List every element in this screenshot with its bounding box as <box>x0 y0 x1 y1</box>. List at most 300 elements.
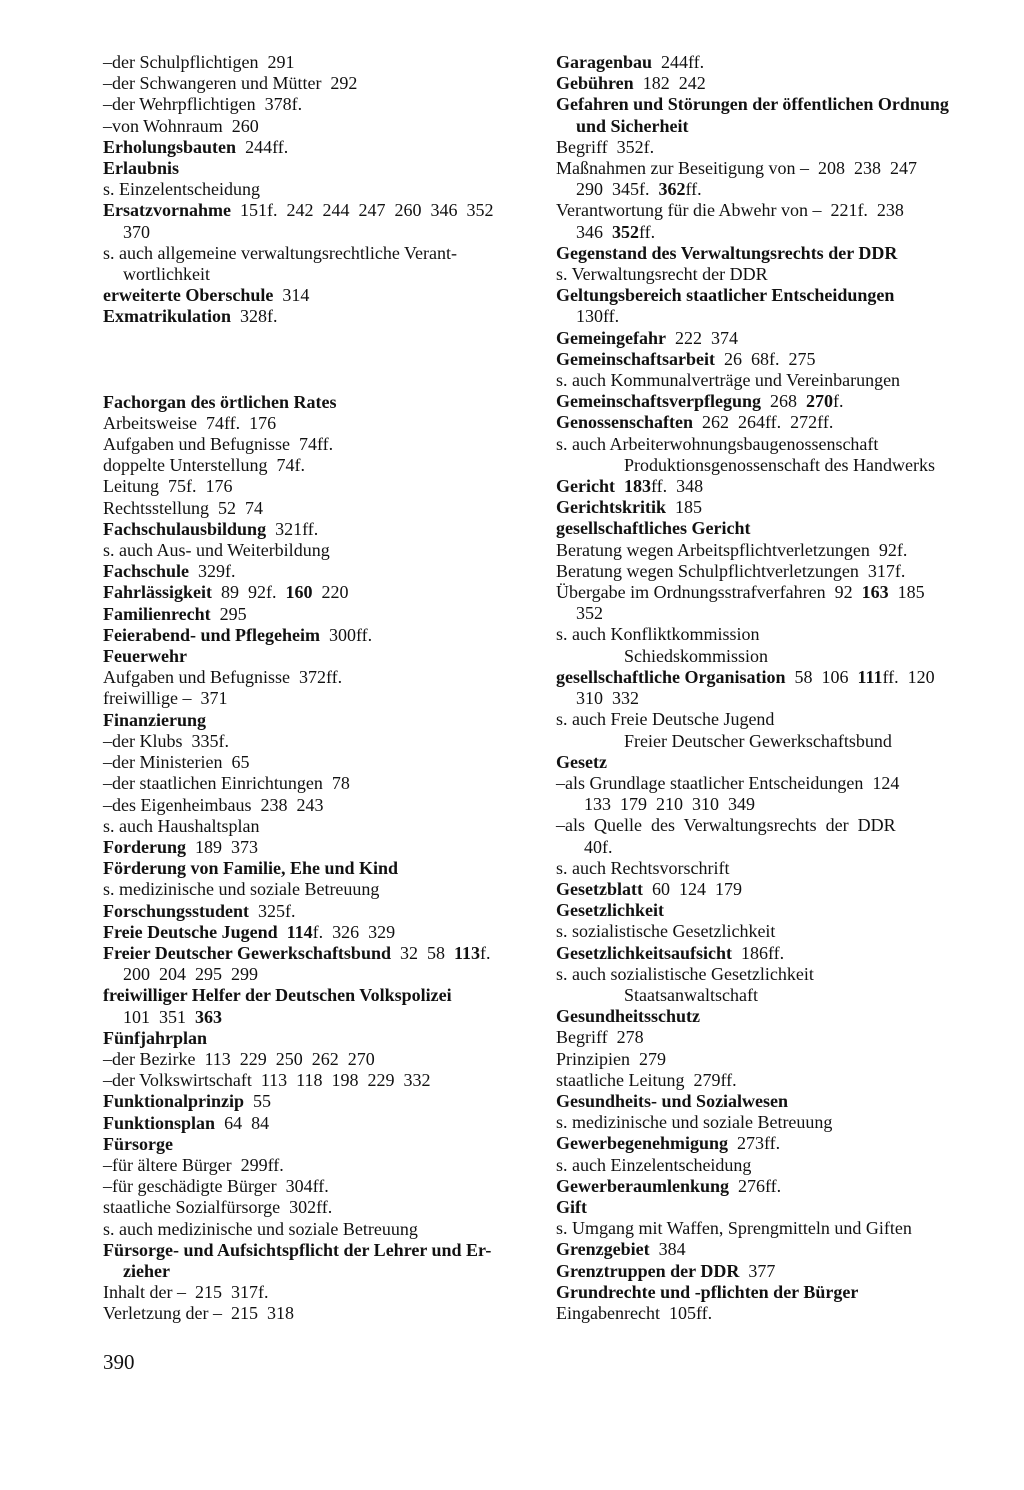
page-refs: 244ff. <box>652 52 705 72</box>
entry-text: Prinzipien 279 <box>556 1048 666 1069</box>
index-subentry-dash <box>103 731 533 752</box>
main-page-ref: 160 <box>285 582 313 603</box>
page-refs: f. <box>832 391 844 412</box>
index-term: Ersatzvornahme <box>103 200 231 221</box>
page-refs: ff. <box>685 179 702 200</box>
index-term: erweiterte Oberschule <box>103 285 274 306</box>
index-term: Erholungsbauten <box>103 136 237 157</box>
index-entry <box>103 1028 533 1049</box>
index-entry <box>103 137 533 158</box>
entry-text: 370 <box>123 221 150 242</box>
page-refs <box>615 476 624 496</box>
main-page-ref: 183 <box>623 476 651 497</box>
index-entry <box>103 306 533 327</box>
index-entry <box>556 943 984 964</box>
index-subentry <box>556 1027 984 1048</box>
index-term: Gemeingefahr <box>556 327 666 348</box>
index-entry <box>556 900 984 921</box>
index-subentry <box>556 137 984 158</box>
index-term: Garagenbau <box>556 52 653 72</box>
entry-text: der Bezirke 113 229 250 262 270 <box>112 1048 375 1069</box>
index-subentry <box>556 200 984 221</box>
entry-text: 40f. <box>584 836 613 857</box>
entry-text: s. Verwaltungsrecht der DDR <box>556 264 768 285</box>
index-subentry <box>103 434 533 455</box>
index-entry <box>556 879 984 900</box>
index-term: Familienrecht <box>103 603 211 624</box>
entry-text: Beratung wegen Arbeitspflichtverletzungen 92f. <box>556 539 908 560</box>
index-term: Gesetz <box>556 751 607 772</box>
index-subentry <box>556 1070 984 1091</box>
index-entry <box>103 837 533 858</box>
page-refs: 244ff. <box>236 136 289 157</box>
index-subentry <box>556 158 984 179</box>
entry-text: 352 <box>576 603 603 624</box>
index-term: Funktionsplan <box>103 1112 216 1133</box>
index-entry <box>556 285 984 306</box>
entry-text: als Quelle des Verwaltungsrechts der DDR <box>565 815 896 836</box>
index-term: Gemeinschaftsverpflegung <box>556 391 761 412</box>
entry-text: von Wohnraum 260 <box>112 115 259 136</box>
index-subentry <box>556 709 984 730</box>
index-subentry-dash <box>103 1070 533 1091</box>
index-subentry-dash <box>103 1155 533 1176</box>
page-refs: 262 264ff. 272ff. <box>693 412 834 433</box>
index-entry <box>103 561 533 582</box>
index-entry <box>556 1261 984 1282</box>
entry-text: s. auch Einzelentscheidung <box>556 1154 752 1175</box>
index-term: Fünfjahrplan <box>103 1027 208 1048</box>
index-term: Feierabend- und Pflegeheim <box>103 624 320 645</box>
page-refs: 26 68f. 275 <box>714 348 816 369</box>
dash-marker: – <box>103 752 112 773</box>
entry-text: 130ff. <box>576 306 620 327</box>
index-term: Funktionalprinzip <box>103 1091 245 1112</box>
index-subentry-dash <box>103 73 533 94</box>
index-subentry <box>556 222 984 243</box>
index-entry <box>556 497 984 518</box>
main-page-ref: 352 <box>612 221 639 242</box>
index-term: Gift <box>556 1196 587 1217</box>
entry-text: Übergabe im Ordnungsstrafverfahren 92 <box>556 582 862 603</box>
index-term: Gesetzlichkeit <box>556 900 664 921</box>
index-column-left <box>103 52 533 1325</box>
index-term: Fachschulausbildung <box>103 518 267 539</box>
index-subentry <box>103 476 533 497</box>
index-entry <box>103 985 533 1006</box>
index-entry <box>556 1197 984 1218</box>
index-term: Gewerberaumlenkung <box>556 1175 729 1196</box>
page-refs: 220 <box>312 582 349 603</box>
entry-text: Aufgaben und Befugnisse 372ff. <box>103 667 343 688</box>
entry-text: Eingabenrecht 105ff. <box>556 1302 713 1323</box>
index-entry <box>103 943 533 964</box>
index-term: Gemeinschaftsarbeit <box>556 348 715 369</box>
index-term: Feuerwehr <box>103 646 187 667</box>
dash-marker: – <box>103 794 112 815</box>
page-refs: 185 <box>666 497 702 518</box>
index-term: Fachorgan des örtlichen Rates <box>103 391 337 412</box>
index-subentry-dash <box>103 773 533 794</box>
entry-text: 346 <box>576 221 612 242</box>
page-refs: ff. 348 <box>650 476 704 497</box>
entry-text: für geschädigte Bürger 304ff. <box>112 1176 329 1197</box>
index-subentry <box>103 179 533 200</box>
page-refs: 268 <box>760 391 806 412</box>
index-entry <box>103 1091 533 1112</box>
page-refs: 151f. 242 244 247 260 346 352 <box>230 200 494 221</box>
index-term: Forderung <box>103 836 186 857</box>
index-subentry <box>556 370 984 391</box>
index-subentry <box>556 455 984 476</box>
entry-text: s. auch allgemeine verwaltungsrechtliche Verant- <box>103 242 458 263</box>
index-subentry <box>103 1219 533 1240</box>
index-entry <box>103 646 533 667</box>
dash-marker: – <box>103 94 112 115</box>
dash-marker: – <box>103 1048 112 1069</box>
index-term: Erlaubnis <box>103 158 180 179</box>
main-page-ref: 362 <box>658 179 686 200</box>
page-refs: 222 374 <box>665 327 738 348</box>
index-term: Gesetzblatt <box>556 878 643 899</box>
page-refs: 328f. <box>231 306 278 327</box>
index-term: Gericht <box>556 476 615 497</box>
page-refs: 182 242 <box>633 73 706 94</box>
dash-marker: – <box>103 1070 112 1091</box>
entry-text: der Klubs 335f. <box>112 730 229 751</box>
index-entry <box>556 1133 984 1154</box>
entry-text: Maßnahmen zur Beseitigung von – 208 238 247 <box>556 158 917 179</box>
index-entry <box>556 518 984 539</box>
page-refs: 273ff. <box>727 1133 781 1154</box>
index-column-right <box>556 52 984 1324</box>
page-refs: 325f. <box>249 900 296 921</box>
main-page-ref: 270 <box>805 391 833 412</box>
index-subentry <box>103 498 533 519</box>
index-entry <box>103 710 533 731</box>
index-subentry <box>556 1303 984 1324</box>
page-refs: ff. 120 <box>882 666 935 687</box>
entry-text: s. auch Arbeiterwohnungsbaugenossenschaft <box>556 433 879 454</box>
index-entry <box>103 1113 533 1134</box>
entry-text: s. sozialistische Gesetzlichkeit <box>556 921 776 942</box>
entry-text: s. auch Freie Deutsche Jugend <box>556 709 775 730</box>
dash-marker: – <box>103 730 112 751</box>
index-subentry <box>556 964 984 985</box>
main-page-ref: 113 <box>453 942 480 963</box>
index-subentry-dash <box>103 1049 533 1070</box>
index-entry <box>556 1239 984 1260</box>
index-entry <box>556 412 984 433</box>
index-subentry <box>103 264 533 285</box>
page-refs: 64 84 <box>215 1112 270 1133</box>
entry-text: s. auch Rechtsvorschrift <box>556 857 730 878</box>
index-term: zieher <box>123 1260 170 1281</box>
index-subentry-dash <box>103 116 533 137</box>
index-entry <box>103 1261 533 1282</box>
entry-text: des Eigenheimbaus 238 243 <box>112 794 324 815</box>
index-term: Gesundheitsschutz <box>556 1006 701 1027</box>
entry-text: 101 351 <box>123 1006 195 1027</box>
index-subentry <box>556 1218 984 1239</box>
index-entry <box>556 243 984 264</box>
entry-text: Inhalt der – 215 317f. <box>103 1282 269 1303</box>
entry-text: 133 179 210 310 349 <box>584 794 755 815</box>
index-term: Fachschule <box>103 561 190 582</box>
page-refs: ff. <box>639 221 656 242</box>
index-subentry-dash <box>103 1176 533 1197</box>
entry-text: s. auch Konfliktkommission <box>556 624 760 645</box>
entry-text: s. Umgang mit Waffen, Sprengmitteln und Giften <box>556 1218 912 1239</box>
entry-text: freiwillige – 371 <box>103 688 228 709</box>
index-entry <box>103 1240 533 1261</box>
page-refs <box>278 922 287 942</box>
index-subentry <box>103 222 533 243</box>
entry-text: Beratung wegen Schulpflichtverletzungen 317f. <box>556 560 906 581</box>
index-entry <box>103 158 533 179</box>
index-subentry <box>556 264 984 285</box>
index-subentry <box>556 561 984 582</box>
main-page-ref: 111 <box>857 666 883 687</box>
index-subentry <box>556 434 984 455</box>
index-subentry-dash <box>556 815 984 836</box>
index-subentry <box>103 816 533 837</box>
page-refs: 185 <box>888 582 925 603</box>
dash-marker: – <box>556 815 565 836</box>
index-subentry <box>103 243 533 264</box>
page-refs: 89 92f. <box>212 582 286 603</box>
index-term: Gerichtskritik <box>556 497 666 518</box>
index-entry <box>103 625 533 646</box>
index-subentry <box>556 179 984 200</box>
index-term: Freie Deutsche Jugend <box>103 921 278 942</box>
entry-text: s. auch Aus- und Weiterbildung <box>103 540 330 561</box>
page-refs: 189 373 <box>186 836 258 857</box>
index-subentry <box>103 540 533 561</box>
index-entry <box>103 200 533 221</box>
entry-text: Verletzung der – 215 318 <box>103 1303 294 1324</box>
index-subentry <box>556 624 984 645</box>
page-refs: 276ff. <box>729 1175 782 1196</box>
index-subentry <box>103 413 533 434</box>
index-term: Grundrechte und -pflichten der Bürger <box>556 1281 859 1302</box>
entry-text: s. Einzelentscheidung <box>103 179 260 200</box>
page-refs: 32 58 <box>390 942 454 963</box>
dash-marker: – <box>103 52 112 72</box>
index-entry <box>103 1134 533 1155</box>
entry-text: der Volkswirtschaft 113 118 198 229 332 <box>112 1070 431 1091</box>
index-term: Gebühren <box>556 73 634 94</box>
index-entry <box>556 752 984 773</box>
index-entry <box>556 52 984 73</box>
index-subentry <box>103 879 533 900</box>
index-subentry <box>556 837 984 858</box>
index-term: Gefahren und Störungen der öffentlichen Ordnung <box>556 94 949 115</box>
page-refs: 295 <box>210 603 247 624</box>
page-number: 390 <box>103 1350 135 1374</box>
index-entry <box>556 1282 984 1303</box>
index-entry <box>103 901 533 922</box>
index-entry <box>556 94 984 115</box>
index-entry <box>103 922 533 943</box>
index-term: Fürsorge- und Aufsichtspflicht der Lehrer und Er- <box>103 1239 492 1260</box>
index-term: und Sicherheit <box>576 115 689 136</box>
index-term: Genossenschaften <box>556 412 694 433</box>
entry-text: s. auch Haushaltsplan <box>103 815 260 836</box>
entry-text: staatliche Leitung 279ff. <box>556 1069 737 1090</box>
index-subentry <box>103 667 533 688</box>
entry-text: s. medizinische und soziale Betreuung <box>103 879 380 900</box>
entry-text: Verantwortung für die Abwehr von – 221f. 238 <box>556 200 904 221</box>
entry-text: 310 332 <box>576 688 639 709</box>
entry-text: der staatlichen Einrichtungen 78 <box>112 773 350 794</box>
index-term: Finanzierung <box>103 709 207 730</box>
index-subentry <box>103 1007 533 1028</box>
entry-text: für ältere Bürger 299ff. <box>112 1154 284 1175</box>
index-subentry <box>556 1155 984 1176</box>
index-term: Freier Deutscher Gewerkschaftsbund <box>103 942 391 963</box>
index-term: Grenztruppen der DDR <box>556 1260 740 1281</box>
entry-text: als Grundlage staatlicher Entscheidungen 124 <box>565 772 900 793</box>
entry-text: doppelte Unterstellung 74f. <box>103 455 305 476</box>
entry-text: 200 204 295 299 <box>123 964 258 985</box>
index-subentry <box>556 688 984 709</box>
index-entry <box>103 582 533 603</box>
index-term: Fürsorge <box>103 1133 173 1154</box>
index-term: Gesetzlichkeitsaufsicht <box>556 942 732 963</box>
index-term: Geltungsbereich staatlicher Entscheidungen <box>556 285 895 306</box>
main-page-ref: 163 <box>861 582 889 603</box>
index-entry <box>556 1006 984 1027</box>
index-subentry <box>103 688 533 709</box>
index-entry <box>556 349 984 370</box>
index-subentry <box>556 985 984 1006</box>
index-entry <box>556 116 984 137</box>
index-term: Förderung von Familie, Ehe und Kind <box>103 858 399 879</box>
main-page-ref: 114 <box>286 921 313 942</box>
index-subentry <box>103 1303 533 1324</box>
entry-text: Freier Deutscher Gewerkschaftsbund <box>624 730 892 751</box>
dash-marker: – <box>103 773 112 794</box>
index-entry <box>556 73 984 94</box>
index-entry <box>556 328 984 349</box>
index-term: Gesundheits- und Sozialwesen <box>556 1090 789 1111</box>
index-subentry <box>556 921 984 942</box>
entry-text: Produktionsgenossenschaft des Handwerks <box>624 454 935 475</box>
entry-text: der Wehrpflichtigen 378f. <box>112 94 303 115</box>
index-entry <box>103 604 533 625</box>
entry-text: Begriff 352f. <box>556 136 655 157</box>
page-refs: f. 326 329 <box>312 921 396 942</box>
entry-text: s. auch medizinische und soziale Betreuung <box>103 1218 418 1239</box>
index-entry <box>556 1176 984 1197</box>
entry-text: Rechtsstellung 52 74 <box>103 497 263 518</box>
page-refs: 321ff. <box>266 518 319 539</box>
index-term: freiwilliger Helfer der Deutschen Volkspolizei <box>103 985 452 1006</box>
index-entry <box>556 391 984 412</box>
index-entry <box>103 519 533 540</box>
index-subentry <box>556 1112 984 1133</box>
index-subentry <box>556 1049 984 1070</box>
index-entry <box>556 1091 984 1112</box>
entry-text: Arbeitsweise 74ff. 176 <box>103 412 277 433</box>
index-subentry <box>556 603 984 624</box>
entry-text: s. auch Kommunalverträge und Vereinbarungen <box>556 370 901 391</box>
index-subentry <box>556 794 984 815</box>
entry-text: staatliche Sozialfürsorge 302ff. <box>103 1197 333 1218</box>
index-subentry-dash <box>103 795 533 816</box>
dash-marker: – <box>103 1154 112 1175</box>
entry-text: Staatsanwaltschaft <box>624 984 758 1005</box>
index-subentry <box>556 731 984 752</box>
section-gap <box>103 328 533 392</box>
index-term: Forschungsstudent <box>103 900 250 921</box>
dash-marker: – <box>103 1176 112 1197</box>
dash-marker: – <box>556 772 565 793</box>
page-refs: 300ff. <box>319 624 373 645</box>
page-refs: 58 106 <box>785 666 858 687</box>
index-subentry <box>556 540 984 561</box>
index-subentry <box>103 964 533 985</box>
entry-text: s. medizinische und soziale Betreuung <box>556 1112 833 1133</box>
index-subentry <box>103 455 533 476</box>
index-subentry <box>556 582 984 603</box>
index-subentry-dash <box>103 94 533 115</box>
entry-text: 290 345f. <box>576 179 659 200</box>
index-subentry-dash <box>556 773 984 794</box>
entry-text: der Schwangeren und Mütter 292 <box>112 73 358 94</box>
entry-text: der Ministerien 65 <box>112 752 250 773</box>
index-term: Grenzgebiet <box>556 1239 650 1260</box>
main-page-ref: 363 <box>195 1006 222 1027</box>
index-subentry <box>103 1197 533 1218</box>
page-refs: 60 124 179 <box>642 878 742 899</box>
index-entry <box>103 858 533 879</box>
index-term: Gewerbegenehmigung <box>556 1133 728 1154</box>
entry-text: s. auch sozialistische Gesetzlichkeit <box>556 963 814 984</box>
entry-text: Aufgaben und Befugnisse 74ff. <box>103 434 334 455</box>
page-refs: 384 <box>649 1239 686 1260</box>
page-refs: 377 <box>739 1260 776 1281</box>
index-subentry <box>103 1282 533 1303</box>
dash-marker: – <box>103 115 112 136</box>
index-subentry <box>556 858 984 879</box>
index-term: gesellschaftliche Organisation <box>556 666 786 687</box>
dash-marker: – <box>103 73 112 94</box>
index-entry <box>103 285 533 306</box>
entry-text: Leitung 75f. 176 <box>103 476 233 497</box>
page-refs: 186ff. <box>731 942 785 963</box>
index-subentry-dash <box>103 752 533 773</box>
index-term: Fahrlässigkeit <box>103 582 213 603</box>
entry-text: wortlichkeit <box>123 264 210 285</box>
index-term: gesellschaftliches Gericht <box>556 518 751 539</box>
entry-text: der Schulpflichtigen 291 <box>112 52 295 72</box>
page-refs: 329f. <box>189 561 236 582</box>
index-entry <box>103 392 533 413</box>
page-refs: 314 <box>273 285 310 306</box>
index-subentry-dash <box>103 52 533 73</box>
index-entry <box>556 667 984 688</box>
page-refs: f. <box>480 942 491 963</box>
index-subentry <box>556 646 984 667</box>
index-term: Exmatrikulation <box>103 306 232 327</box>
index-term: Gegenstand des Verwaltungsrechts der DDR <box>556 242 898 263</box>
entry-text: Begriff 278 <box>556 1027 644 1048</box>
index-entry <box>556 476 984 497</box>
entry-text: Schiedskommission <box>624 645 769 666</box>
index-subentry <box>556 306 984 327</box>
